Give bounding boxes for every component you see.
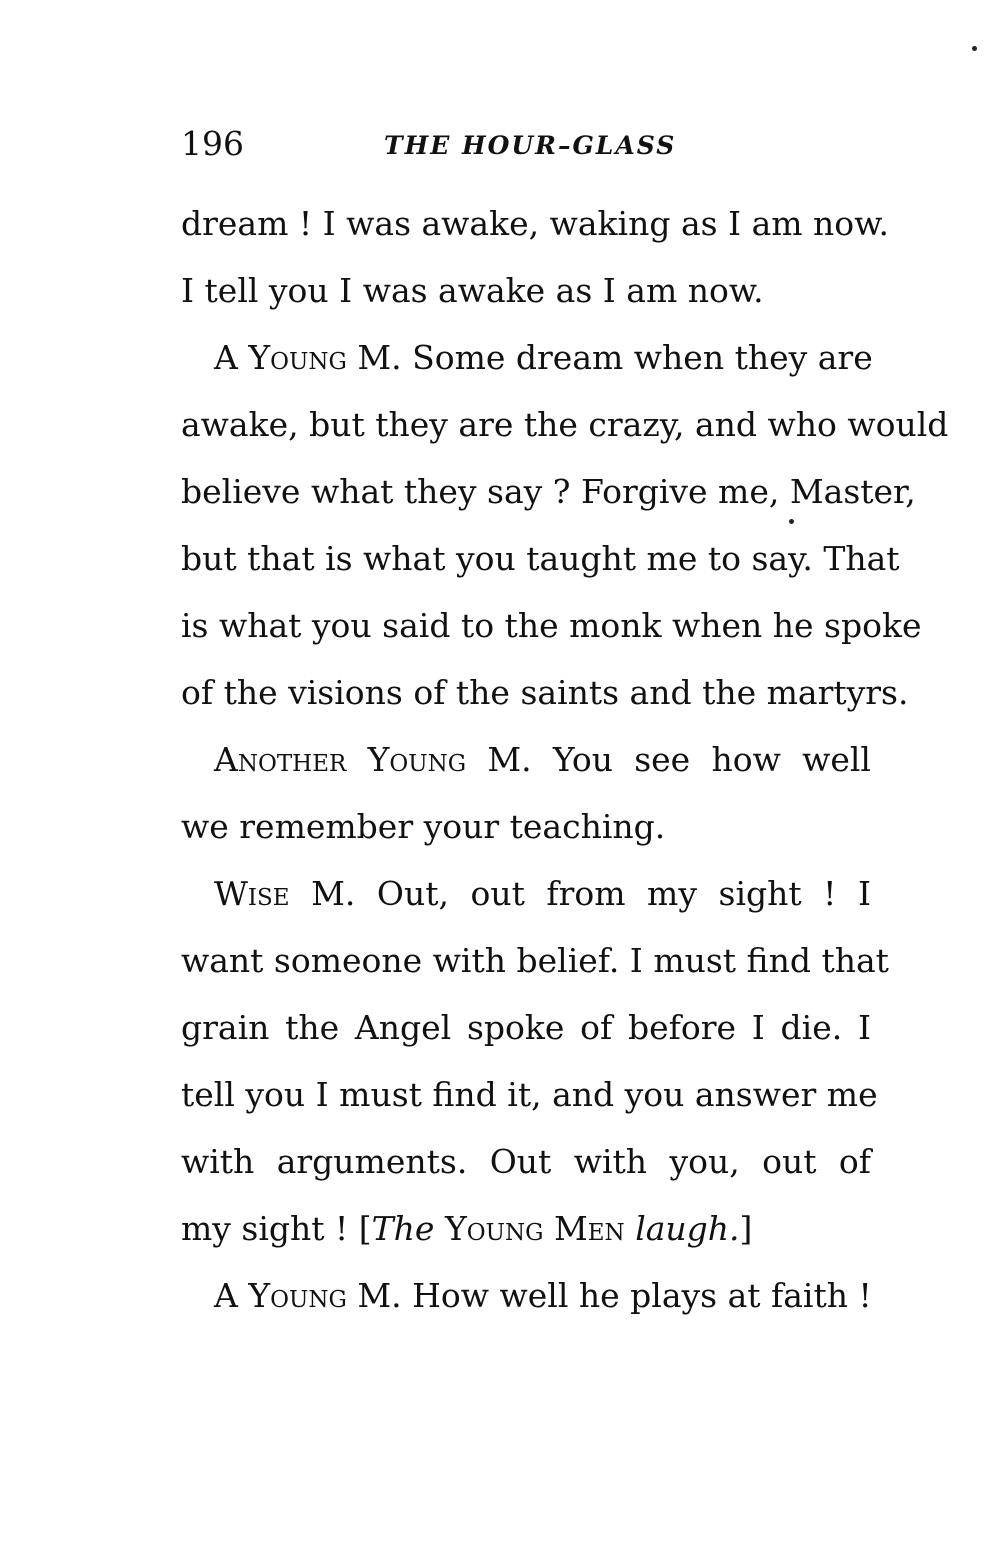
stage-direction-close: ] <box>739 1209 753 1248</box>
text-line: is what you said to the monk when he spoke <box>181 606 922 645</box>
text-line: but that is what you taught me to say. That <box>181 539 900 578</box>
page-number: 196 <box>181 124 244 163</box>
speaker-name: A Young M. <box>214 1276 402 1315</box>
speech-text: Out, out from my sight ! I <box>376 874 871 913</box>
stage-direction-action: laugh. <box>635 1209 740 1248</box>
text-line: I tell you I was awake as I am now. <box>181 271 764 310</box>
text-line: with arguments. Out with you, out of <box>181 1142 871 1181</box>
speech-text: Some dream when they are <box>412 338 873 377</box>
body-text <box>181 190 949 1329</box>
text-line: we remember your teaching. <box>181 807 666 846</box>
speech-text: You see how well <box>552 740 871 779</box>
speaker-name: Another Young M. <box>214 740 532 779</box>
speech-text: my sight ! [ <box>181 1209 372 1248</box>
text-line: want someone with belief. I must find that <box>181 941 889 980</box>
speech-line <box>181 324 871 391</box>
speech-line <box>181 860 871 927</box>
stage-direction-line <box>181 1195 871 1262</box>
text-line: tell you I must find it, and you answer me <box>181 1075 878 1114</box>
speech-text: How well he plays at faith ! <box>412 1276 872 1315</box>
speech-line <box>181 726 871 793</box>
text-line: believe what they say ? Forgive me, Master, <box>181 472 916 511</box>
stage-direction-characters: Young Men <box>444 1209 625 1248</box>
stray-mark-top <box>972 46 977 51</box>
speaker-name: A Young M. <box>214 338 402 377</box>
text-line: of the visions of the saints and the martyrs. <box>181 673 909 712</box>
text-line: grain the Angel spoke of before I die. I <box>181 1008 871 1047</box>
text-line: dream ! I was awake, waking as I am now. <box>181 204 889 243</box>
speech-line <box>181 1262 871 1329</box>
text-line: awake, but they are the crazy, and who would <box>181 405 949 444</box>
speaker-name: Wise M. <box>214 874 356 913</box>
running-head: THE HOUR–GLASS <box>384 131 677 160</box>
stage-direction-the: The <box>371 1209 435 1248</box>
